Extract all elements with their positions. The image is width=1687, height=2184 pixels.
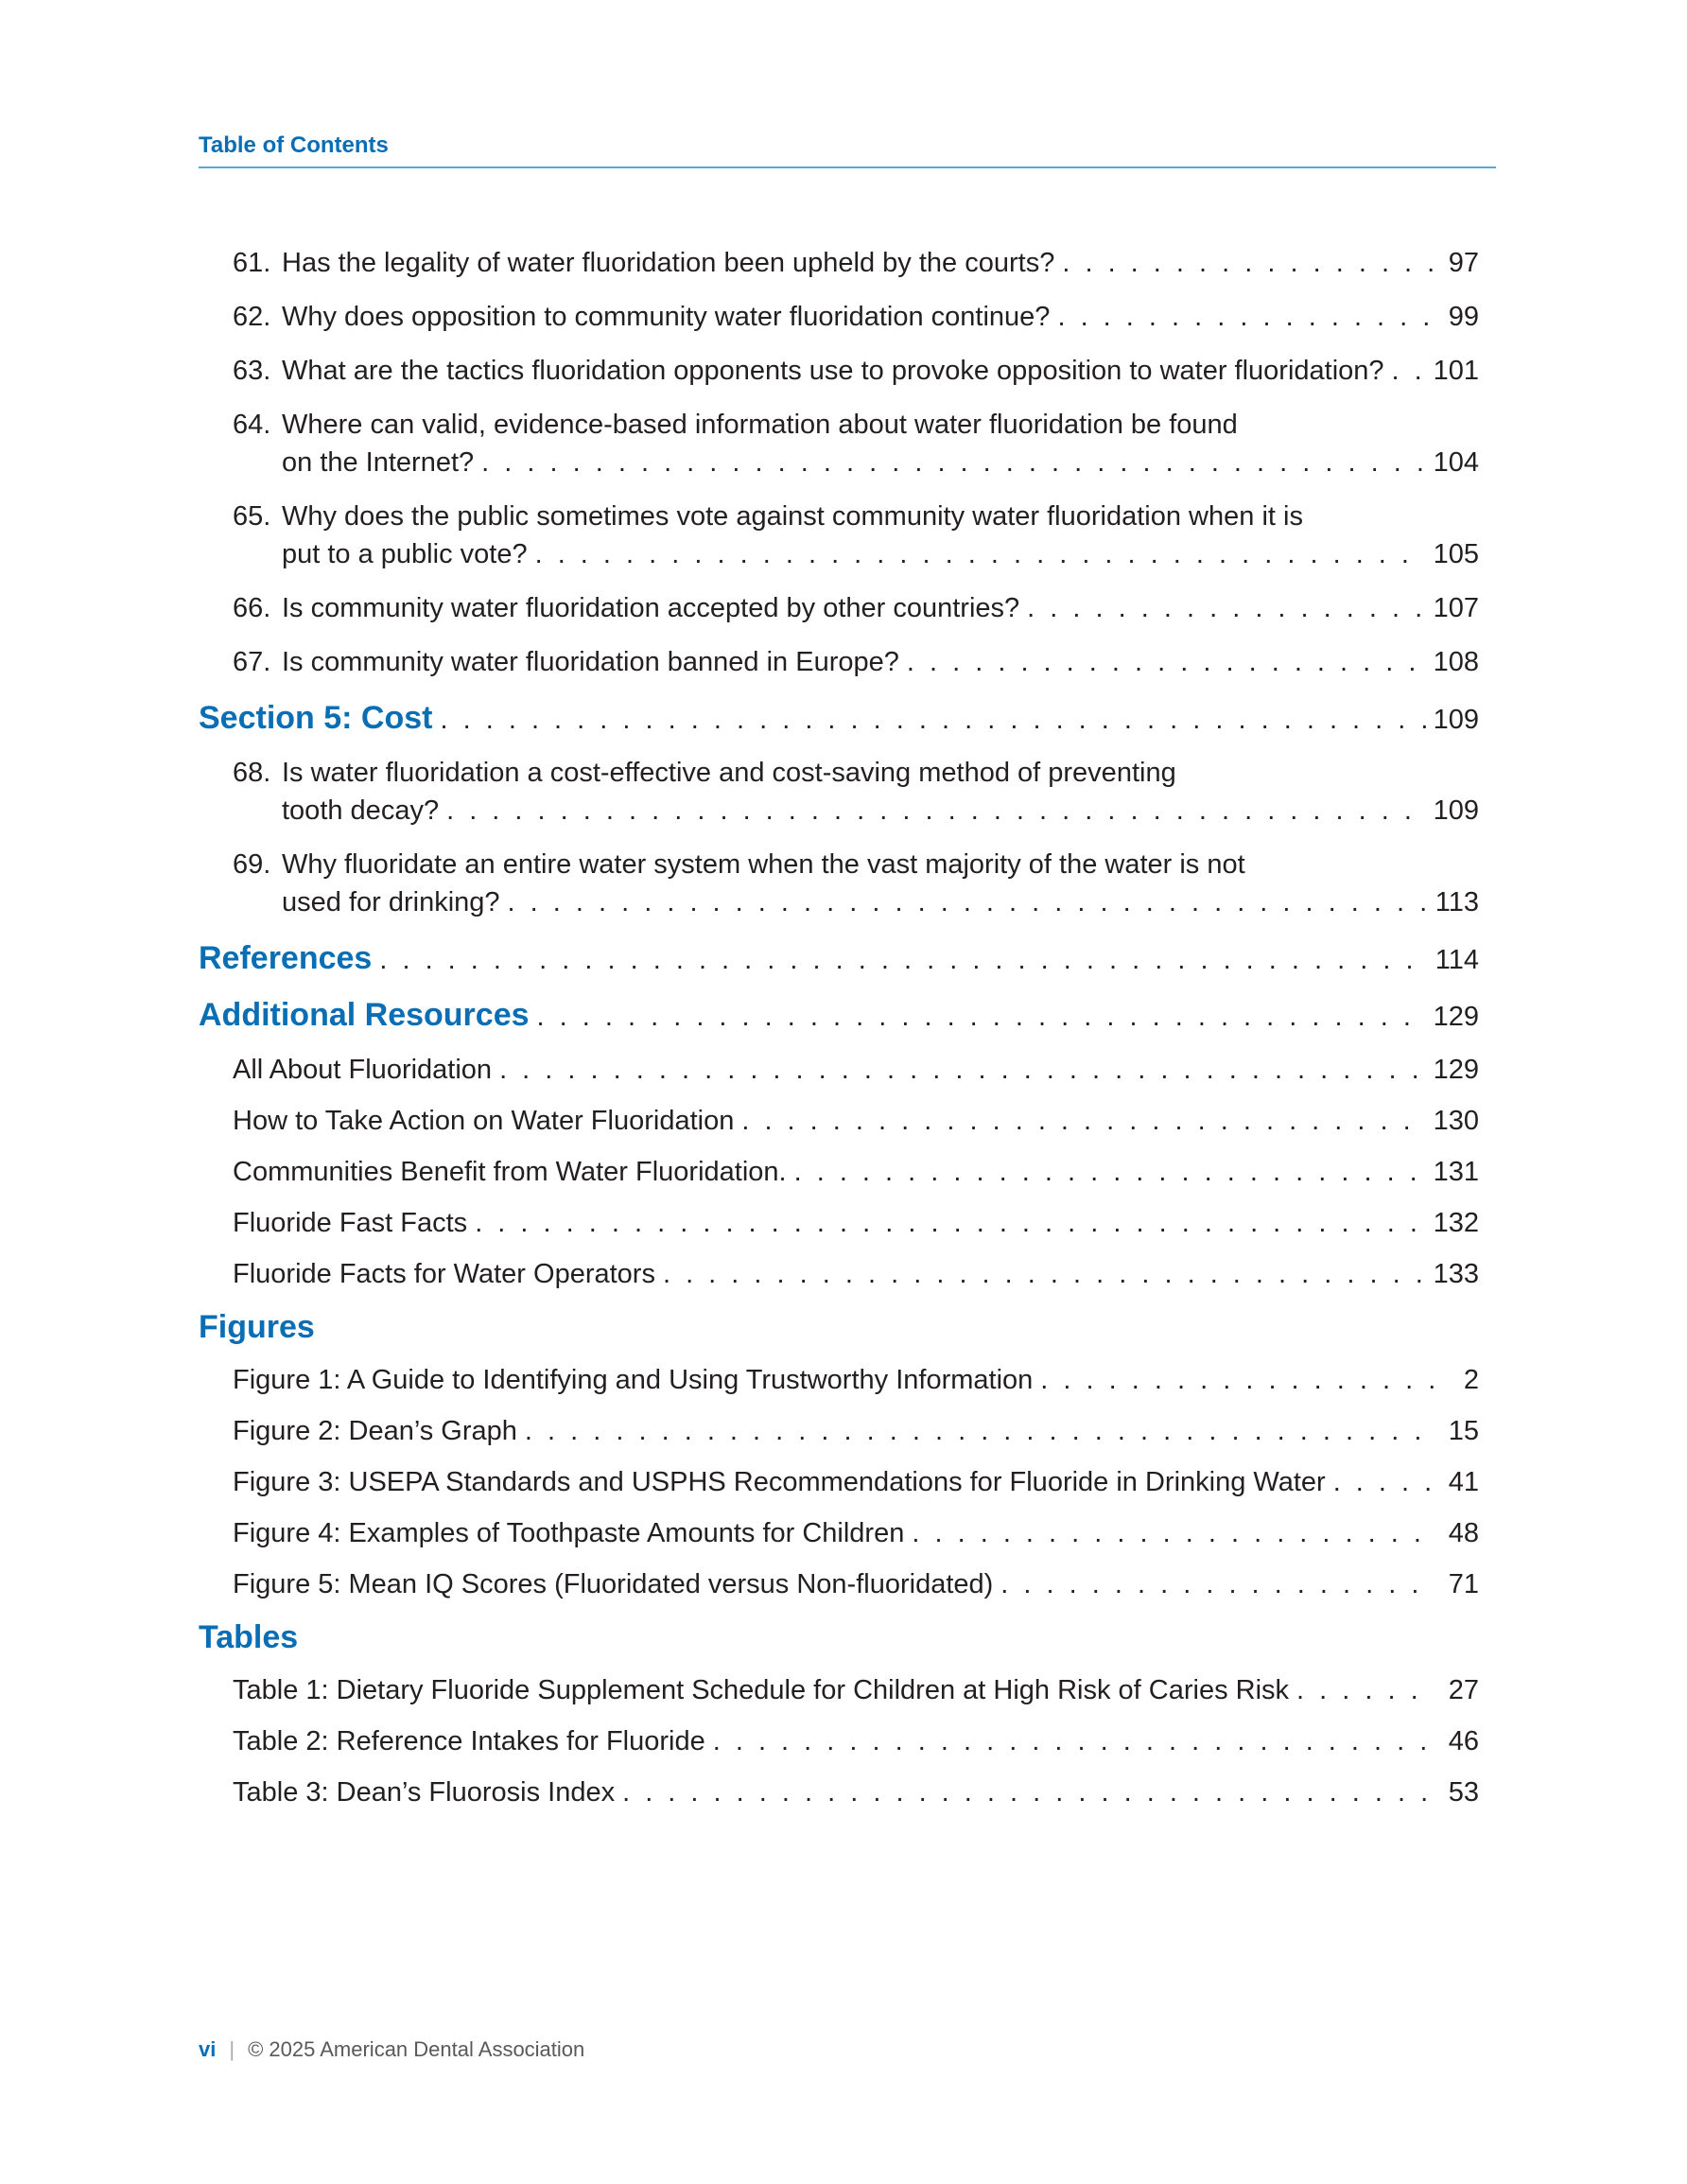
dot-leader [1062,244,1434,282]
entry-title: Why does opposition to community water fluoridation continue? [282,302,1051,332]
entry-title: Communities Benefit from Water Fluoridation. [233,1157,787,1187]
dot-leader [379,939,1427,981]
section-title: Section 5: Cost [199,700,433,736]
entry-page: 101 [1433,356,1479,386]
entry-page: 97 [1448,248,1479,278]
entry-title: Figure 2: Dean’s Graph [233,1416,517,1446]
entry-title: Why fluoridate an entire water system when the vast majority of the water is not [282,849,1245,880]
entry-number: 66. [233,593,271,623]
entry-title: Table 2: Reference Intakes for Fluoride [233,1726,705,1756]
dot-leader [713,1722,1434,1760]
entry-page: 53 [1448,1777,1479,1808]
entry-page: 108 [1433,647,1479,677]
entry-title: All About Fluoridation [233,1055,493,1085]
entry-page: 130 [1433,1106,1479,1136]
dot-leader [912,1514,1434,1552]
entry-number: 64. [233,410,271,440]
entry-title: Fluoride Facts for Water Operators [233,1259,655,1289]
entry-page: 48 [1448,1518,1479,1548]
entry-number: 63. [233,356,271,386]
entry-title-continued: put to a public vote? [282,539,528,569]
dot-leader [525,1412,1434,1450]
entry-page: 15 [1448,1416,1479,1446]
page-footer [199,2037,584,2062]
entry-title: What are the tactics fluoridation opponents use to provoke opposition to water fluoridation? [282,356,1384,386]
toc-table-3[interactable] [199,1773,1479,1811]
toc-entry-64[interactable] [199,406,1479,481]
entry-page: 107 [1433,593,1479,623]
entry-page: 132 [1433,1208,1479,1238]
entry-page: 99 [1448,302,1479,332]
dot-leader [475,1204,1425,1242]
table-of-contents [199,244,1479,1825]
toc-figure-5[interactable] [199,1565,1479,1603]
toc-table-1[interactable] [199,1671,1479,1709]
dot-leader [907,643,1426,681]
toc-entry-69[interactable] [199,846,1479,921]
entry-number: 65. [233,501,271,532]
toc-entry-65[interactable] [199,498,1479,573]
entry-page: 133 [1433,1259,1479,1289]
page-folio: vi [199,2037,217,2061]
entry-title: Table 3: Dean’s Fluorosis Index [233,1777,616,1808]
dot-leader [1392,352,1426,390]
toc-entry-68[interactable] [199,754,1479,830]
section-title: Additional Resources [199,997,530,1033]
toc-figure-4[interactable] [199,1514,1479,1552]
toc-figures-heading: Figures [199,1309,315,1345]
dot-leader [481,444,1425,481]
toc-references[interactable] [199,937,1479,981]
entry-title: Figure 3: USEPA Standards and USPHS Recommendations for Fluoride in Drinking Water [233,1467,1326,1497]
dot-leader [1027,589,1425,627]
toc-entry-66[interactable] [199,589,1479,627]
entry-title-continued: used for drinking? [282,887,500,917]
dot-leader [535,535,1426,573]
dot-leader [499,1051,1426,1089]
entry-number: 69. [233,849,271,880]
entry-number: 61. [233,248,271,278]
entry-title: Is water fluoridation a cost-effective and cost-saving method of preventing [282,758,1176,788]
header-rule [199,166,1496,168]
toc-entry-67[interactable] [199,643,1479,681]
toc-figure-2[interactable] [199,1412,1479,1450]
entry-number: 68. [233,758,271,788]
entry-page: 129 [1433,1055,1479,1085]
entry-page: 71 [1448,1569,1479,1599]
dot-leader [741,1102,1425,1140]
entry-title: Where can valid, evidence-based information about water fluoridation be found [282,410,1238,440]
dot-leader [1057,298,1434,336]
dot-leader [446,792,1426,830]
entry-page: 105 [1433,539,1479,569]
entry-title: Figure 5: Mean IQ Scores (Fluoridated versus Non-fluoridated) [233,1569,994,1599]
entry-number: 62. [233,302,271,332]
dot-leader [1296,1671,1434,1709]
toc-tables-heading: Tables [199,1619,299,1655]
dot-leader [440,699,1425,741]
entry-page: 27 [1448,1675,1479,1705]
entry-title: Figure 1: A Guide to Identifying and Using Trustworthy Information [233,1365,1034,1395]
entry-title: Table 1: Dietary Fluoride Supplement Schedule for Children at High Risk of Caries Risk [233,1675,1290,1705]
entry-title-continued: on the Internet? [282,447,475,478]
dot-leader [1000,1565,1434,1603]
dot-leader [622,1773,1434,1811]
toc-additional-resources[interactable] [199,994,1479,1038]
toc-section-5-cost[interactable] [199,697,1479,741]
section-page: 114 [1435,945,1479,975]
running-head: Table of Contents [199,132,389,158]
dot-leader [794,1153,1426,1191]
dot-leader [663,1255,1426,1293]
toc-figure-3[interactable] [199,1463,1479,1501]
toc-resource-communities-benefit[interactable] [199,1153,1479,1191]
toc-entry-63[interactable] [199,352,1479,390]
entry-page: 104 [1433,447,1479,478]
copyright-notice: © 2025 American Dental Association [248,2037,585,2061]
entry-page: 41 [1448,1467,1479,1497]
entry-number: 67. [233,647,271,677]
entry-title-continued: tooth decay? [282,795,440,826]
entry-title: Figure 4: Examples of Toothpaste Amounts for Children [233,1518,905,1548]
dot-leader [1040,1361,1434,1399]
toc-entry-61[interactable] [199,244,1479,282]
toc-resource-all-about-fluoridation[interactable] [199,1051,1479,1089]
toc-entry-62[interactable] [199,298,1479,336]
toc-resource-how-to-take-action[interactable] [199,1102,1479,1140]
toc-resource-water-operators[interactable] [199,1255,1479,1293]
dot-leader [537,996,1426,1038]
dot-leader [508,883,1428,921]
toc-figure-1[interactable] [199,1361,1479,1399]
toc-resource-fluoride-fast-facts[interactable] [199,1204,1479,1242]
section-title: References [199,940,373,976]
toc-table-2[interactable] [199,1722,1479,1760]
entry-title: How to Take Action on Water Fluoridation [233,1106,735,1136]
entry-page: 113 [1435,887,1479,917]
entry-title: Fluoride Fast Facts [233,1208,468,1238]
entry-page: 46 [1448,1726,1479,1756]
entry-title: Is community water fluoridation accepted by other countries? [282,593,1020,623]
entry-title: Is community water fluoridation banned in Europe? [282,647,899,677]
entry-page: 2 [1463,1365,1479,1395]
entry-page: 109 [1433,795,1479,826]
entry-title: Why does the public sometimes vote against community water fluoridation when it is [282,501,1303,532]
dot-leader [1333,1463,1434,1501]
entry-page: 131 [1433,1157,1479,1187]
section-page: 129 [1433,1002,1479,1032]
entry-title: Has the legality of water fluoridation been upheld by the courts? [282,248,1055,278]
section-page: 109 [1433,705,1479,735]
footer-separator: | [229,2037,235,2061]
